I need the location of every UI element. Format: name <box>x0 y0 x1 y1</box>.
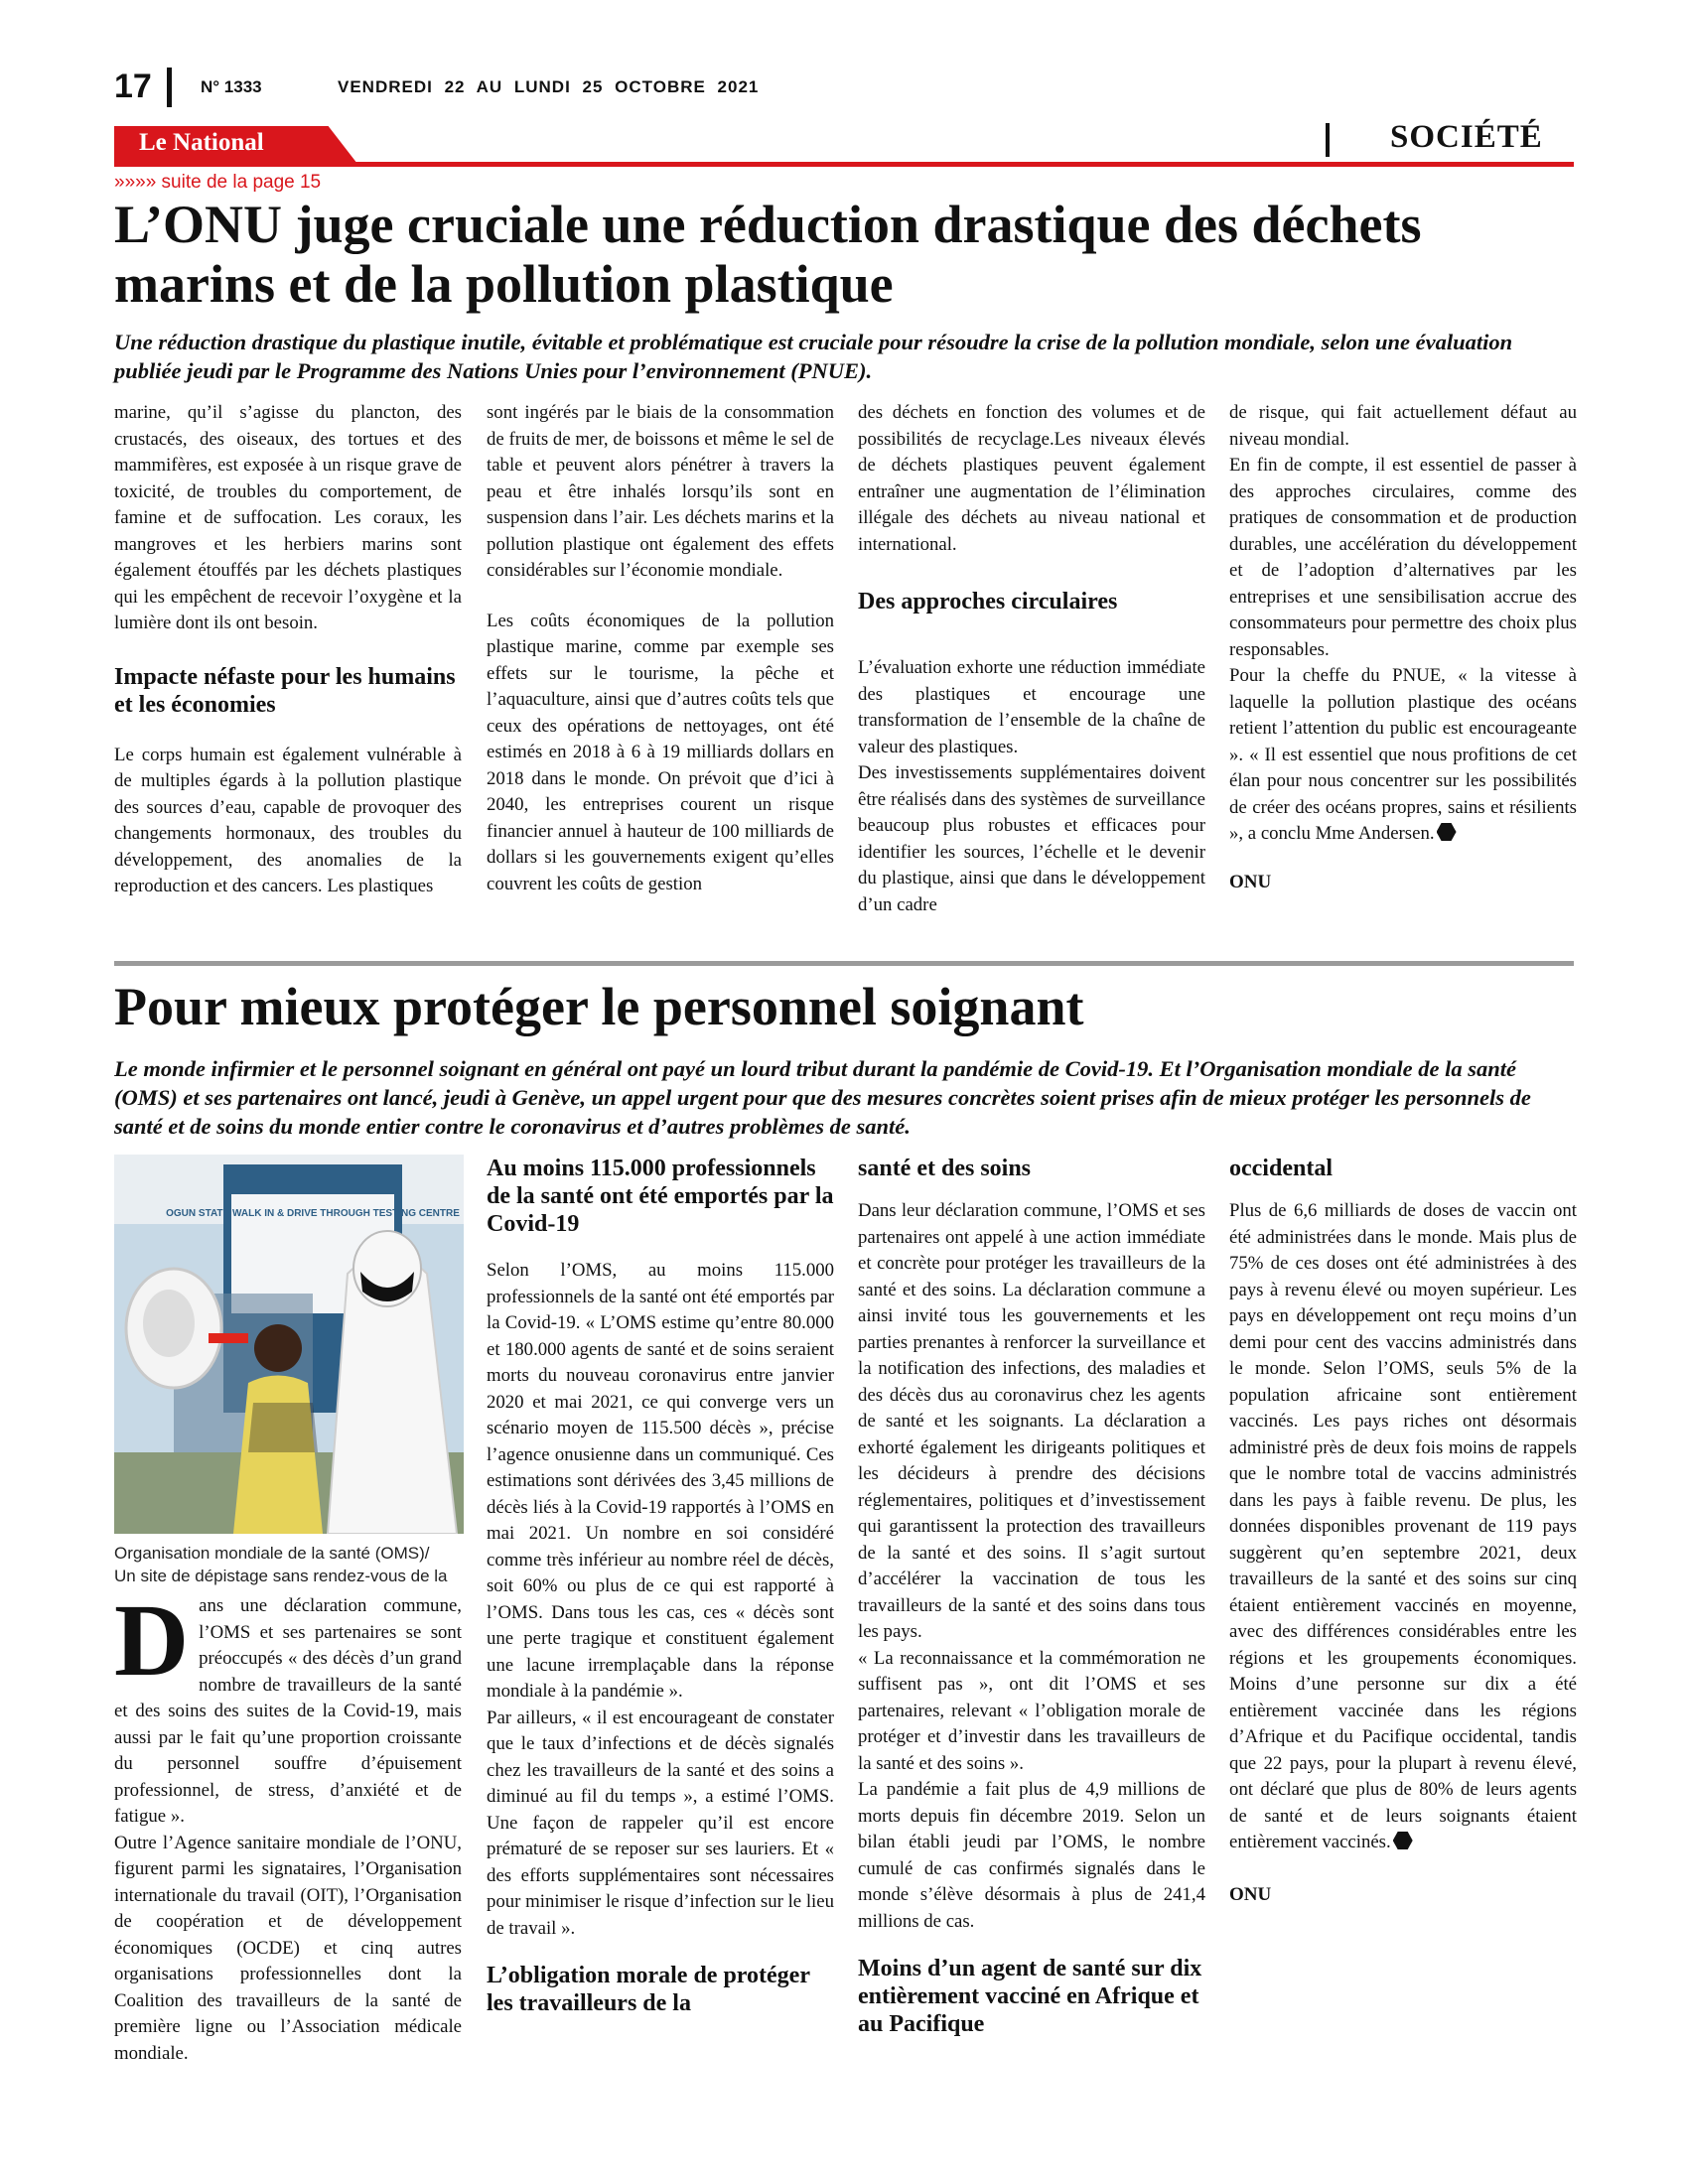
article2-subheading: Au moins 115.000 professionnels de la santé ont été emportés par la Covid-19 <box>487 1156 834 1237</box>
article1-paragraph: sont ingérés par le biais de la consommation de fruits de mer, de boissons et même le sel de table et peuvent alors pénétrer à travers la peau et être inhalés lorsqu’ils sont en suspension dans l’air. Les déchets marins et la pollution plastique ont également des effets considérables sur l’économie mondiale. <box>487 402 834 581</box>
testing-centre-illustration <box>114 1155 464 1534</box>
article1-paragraph <box>1229 663 1577 848</box>
article2-opening-text: ans une déclaration commune, l’OMS et ses partenaires se sont préoccupés « des décès d’un grand nombre de travailleurs de la santé et des soins des suites de la Covid-19, mais aussi par le fait qu’une proportion croissante du personnel souffre d’épuisement professionnel, de stress, d’anxiété et de fatigue ». <box>114 1595 462 1827</box>
article2-paragraph: Par ailleurs, « il est encourageant de constater que le taux d’infections et de décès signalés chez les travailleurs de la santé et des soins a diminué au fil du temps », a estimé l’OMS. Une façon de rappeler qu’il est encore prématuré de se reposer sur ses lauriers. Et « des efforts supplémentaires sont nécessaires pour minimiser le risque d’infection sur le lieu de travail ». <box>487 1706 834 1939</box>
section-name: SOCIÉTÉ <box>1390 119 1543 155</box>
article2-column-2 <box>487 1155 834 2017</box>
article1-paragraph: Les coûts économiques de la pollution plastique marine, comme par exemple ses effets sur le tourisme, la pêche et l’aquaculture, ainsi que d’autres coûts tels que ceux des opérations de nettoyages, ont été estimés en 2018 à 6 à 19 milliards dollars en 2018 dans le monde. On prévoit que d’ici à 2040, les entreprises courent un risque financier annuel à hauteur de 100 milliards de dollars si les gouvernements exigent qu’elles couvrent les coûts de gestion <box>487 610 834 894</box>
photo-sign-text: OGUN STATE WALK IN & DRIVE THROUGH TESTING CENTRE <box>166 1208 460 1219</box>
article1-signature: ONU <box>1229 871 1272 892</box>
article1-paragraph: marine, qu’il s’agisse du plancton, des crustacés, des oiseaux, des tortues et des mammifères, est exposée à un risque grave de toxicité, de troubles du comportement, de famine et de suffocation. Les coraux, les mangroves et les herbiers marins sont également étouffés par les déchets plastiques qui les empêchent de recevoir l’oxygène et la lumière dont ils ont besoin. <box>114 402 462 633</box>
page-number-divider <box>167 68 172 107</box>
article2-column-1 <box>114 1583 462 2067</box>
article1-lede: Une réduction drastique du plastique inutile, évitable et problématique est cruciale pour résoudre la crise de la pollution mondiale, selon une évaluation publiée jeudi par le Programme des Nations Unies pour l’environnement (PNUE). <box>114 330 1513 383</box>
page-number: 17 <box>114 68 152 105</box>
testing-centre-photo <box>114 1155 464 1534</box>
continued-from: »»»» suite de la page 15 <box>114 172 322 193</box>
header-rule <box>114 162 1574 167</box>
article-divider <box>114 961 1574 966</box>
article1-title-line2: marins et de la pollution plastique <box>114 254 894 314</box>
article1-paragraph: Des investissements supplémentaires doivent être réalisés dans des systèmes de surveillance beaucoup plus robustes et efficaces pour identifier les sources, l’échelle et le devenir du plastique, ainsi que dans le développement d’un cadre <box>858 762 1205 915</box>
article2-subheading: L’obligation morale de protéger les travailleurs de la <box>487 1963 810 2016</box>
section-divider <box>1326 123 1330 157</box>
end-mark-icon <box>1437 823 1457 841</box>
drop-cap: D <box>114 1583 190 1698</box>
article2-lede: Le monde infirmier et le personnel soignant en général ont payé un lourd tribut durant la pandémie de Covid-19. Et l’Organisation mondiale de la santé (OMS) et ses partenaires ont lancé, jeudi à Genève, un appel urgent pour que des mesures concrètes soient prises afin de mieux protéger les personnels de santé et de soins du monde entier contre le coronavirus et d’autres problèmes de santé. <box>114 1056 1531 1139</box>
article1-subheading: Des approches circulaires <box>858 589 1118 614</box>
article1-paragraph: En fin de compte, il est essentiel de passer à des approches circulaires, comme des pratiques de consommation et de production durables, une accélération du développement et de l’adoption d’alternatives par les entreprises et une sensibilisation accrue des consommateurs pour permettre des choix plus responsables. <box>1229 455 1577 660</box>
issue-date: VENDREDI 22 AU LUNDI 25 OCTOBRE 2021 <box>338 77 760 96</box>
article2-paragraph: Dans leur déclaration commune, l’OMS et ses partenaires ont appelé à une action immédiate et concrète pour protéger les travailleurs de la santé et des soins. La déclaration commune a ainsi invité tous les gouvernements et les parties prenantes à renforcer la surveillance et la notification des infections, des maladies et des décès dus au coronavirus chez les agents de santé et les soignants. La déclaration a exhorté également les dirigeants politiques et les décideurs à prendre des décisions réglementaires, politiques et d’investissement qui garantissent la protection des travailleurs de la santé et des soins. Il s’agit surtout d’accélérer la vaccination de tous les travailleurs de la santé et des soins dans tous les pays. <box>858 1200 1205 1642</box>
article1-column-3 <box>858 400 1205 918</box>
article2-column-4 <box>1229 1155 1577 1908</box>
article2-title: Pour mieux protéger le personnel soignant <box>114 977 1084 1036</box>
article2-closing-text: Plus de 6,6 milliards de doses de vaccin ont été administrées dans le monde. Mais plus de 75% de ces doses ont été administrées à des pays à revenu élevé ou moyen supérieur. Les pays en développement ont reçu moins d’un demi pour cent des vaccins administrés dans le monde. Selon l’OMS, seuls 5% de la population africaine sont entièrement vaccinés. Les pays riches ont désormais administré près de deux fois moins de rappels que le nombre total de vaccins administrés dans les pays à faible revenu. De plus, les données disponibles provenant de 119 pays suggèrent qu’en septembre 2021, deux travailleurs de la santé et des soins sur cinq étaient entièrement vaccinés en moyenne, avec des différences considérables entre les régions et les groupements économiques. Moins d’une personne sur dix a été entièrement vaccinée dans les régions d’Afrique et du Pacifique occidental, tandis que 22 pays, pour la plupart à revenu élevé, ont déclaré que plus de 80% de leurs agents de santé et de leurs soignants étaient entièrement vaccinés. <box>1229 1200 1577 1852</box>
article1-column-4 <box>1229 400 1577 895</box>
article1-paragraph: de risque, qui fait actuellement défaut au niveau mondial. <box>1229 402 1577 450</box>
article2-subheading-continued: santé et des soins <box>858 1156 1032 1181</box>
article1-paragraph: des déchets en fonction des volumes et de possibilités de recyclage.Les niveaux élevés de déchets plastiques peuvent également entraîner une augmentation de l’élimination illégale des déchets au niveau national et international. <box>858 402 1205 555</box>
article1-column-1 <box>114 400 462 900</box>
article1-closing-text: Pour la cheffe du PNUE, « la vitesse à laquelle la pollution plastique des océans retient l’attention du public est encourageante ». « Il est essentiel que nous profitions de cet élan pour nous concentrer sur les possibilités de créer des océans propres, sains et résilients », a conclu Mme Andersen. <box>1229 665 1577 844</box>
article2-subheading: Moins d’un agent de santé sur dix entièrement vacciné en Afrique et au Pacifique <box>858 1956 1202 2037</box>
article1-column-2 <box>487 400 834 897</box>
article2-paragraph: Outre l’Agence sanitaire mondiale de l’ONU, figurent parmi les signataires, l’Organisation internationale du travail (OIT), l’Organisation de coopération et de développement économiques (OCDE) et cinq autres organisations professionnelles dont la Coalition des travailleurs de la santé de première ligne ou l’Association médicale mondiale. <box>114 1832 462 2064</box>
article2-signature: ONU <box>1229 1883 1272 1905</box>
article2-paragraph <box>1229 1198 1577 1856</box>
article2-column-3 <box>858 1155 1205 2038</box>
article2-paragraph <box>114 1583 462 1831</box>
article1-subheading: Impacte néfaste pour les humains et les économies <box>114 663 456 718</box>
article2-subheading-continued: occidental <box>1229 1156 1333 1181</box>
brand-name: Le National <box>139 129 264 156</box>
article1-paragraph: L’évaluation exhorte une réduction immédiate des plastiques et encourage une transformation de l’ensemble de la chaîne de valeur des plastiques. <box>858 657 1205 757</box>
photo-caption-line2: Un site de dépistage sans rendez-vous de la <box>114 1567 448 1585</box>
article1-title <box>114 195 1584 314</box>
article2-paragraph: La pandémie a fait plus de 4,9 millions de morts depuis fin décembre 2019. Selon un bilan établi jeudi par l’OMS, le nombre cumulé de cas confirmés signalés dans le monde s’élève désormais à plus de 241,4 millions de cas. <box>858 1779 1205 1932</box>
end-mark-icon <box>1393 1832 1413 1849</box>
article2-paragraph: Selon l’OMS, au moins 115.000 professionnels de la santé ont été emportés par la Covid-19. « L’OMS estime qu’entre 80.000 et 180.000 agents de santé et de soins seraient morts du nouveau coronavirus entre janvier 2020 et mai 2021, ce qui converge vers un scénario moyen de 115.500 décès », précise l’agence onusienne dans un communiqué. Ces estimations sont dérivées des 3,45 millions de décès liés à la Covid-19 rapportés à l’OMS en mai 2021. Un nombre en soi considéré comme très inférieur au nombre réel de décès, soit 60% ou plus de ce qui est rapporté à l’OMS. Dans tous les cas, ces « décès sont une perte tragique et constituent également une lacune irremplaçable dans la réponse mondiale à la pandémie ». <box>487 1260 834 1702</box>
photo-caption <box>114 1542 467 1587</box>
issue-number: N° 1333 <box>201 77 262 96</box>
article2-paragraph: « La reconnaissance et la commémoration ne suffisent pas », ont dit l’OMS et ses partenaires, relevant « l’obligation morale de protéger et d’investir dans les travailleurs de la santé et des soins ». <box>858 1647 1205 1774</box>
photo-caption-line1: Organisation mondiale de la santé (OMS)/ <box>114 1544 430 1563</box>
article1-paragraph: Le corps humain est également vulnérable à de multiples égards à la pollution plastique des sources d’eau, capable de provoquer des changements hormonaux, des troubles du développement, des anomalies de la reproduction et des cancers. Les plastiques <box>114 744 462 896</box>
article1-title-line1: L’ONU juge cruciale une réduction drastique des déchets <box>114 195 1422 254</box>
